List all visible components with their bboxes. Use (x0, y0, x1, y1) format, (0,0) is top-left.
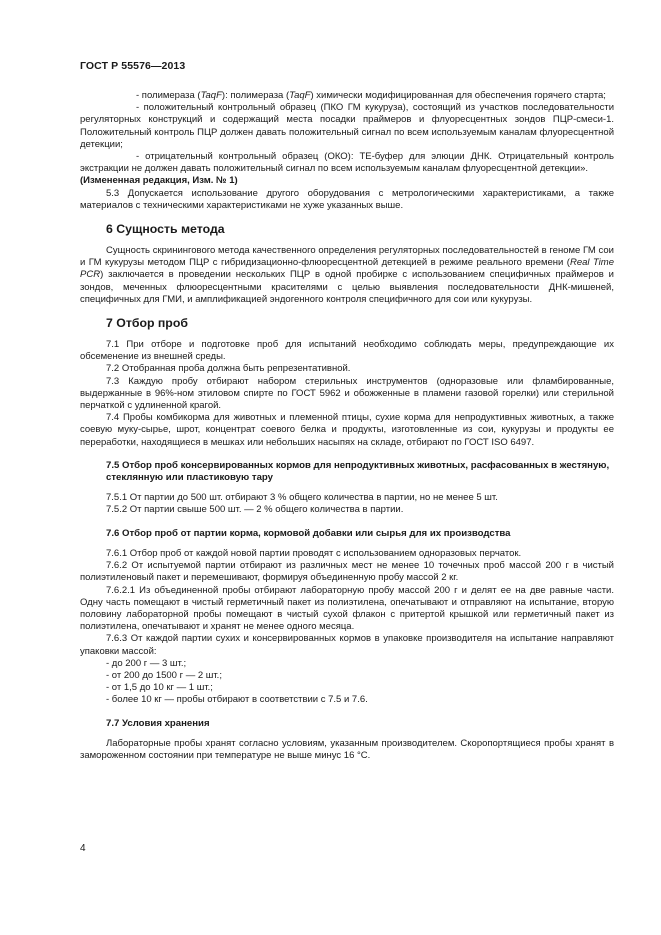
paragraph (80, 339, 614, 363)
text-run: 7.2 Отобранная проба должна быть репрезентативной. (106, 363, 351, 375)
list-item: - до 200 г — 3 шт.; (106, 657, 187, 669)
text-run: (Измененная редакция, Изм. № 1) (80, 175, 238, 187)
text-run: - полимераза ( (136, 90, 201, 101)
paragraph (80, 548, 614, 560)
list-item: - от 1,5 до 10 кг — 1 шт.; (106, 682, 213, 694)
paragraph (80, 492, 614, 504)
paragraph (80, 188, 614, 212)
text-run: 7.5.1 От партии до 500 шт. отбирают 3 % общего количества в партии, но не менее 5 шт. (106, 492, 498, 504)
text-run: 7.5.2 От партии свыше 500 шт. — 2 % общего количества в партии. (106, 504, 404, 516)
text-run: 7.4 Пробы комбикорма для животных и племенной птицы, сухие корма для непродуктивных животных, а также соевую муку-сырье, шрот, концентрат соевого белка и продукты, изготовленные из сои, кукурузы и продукты ее переработки, находящиеся в мешках или небольших насыпях на складе, отбирают по ГОСТ ISO 6497. (80, 412, 614, 448)
paragraph (80, 102, 614, 151)
list-item: - от 200 до 1500 г — 2 шт.; (106, 669, 222, 681)
paragraph (80, 90, 614, 102)
paragraph (80, 504, 614, 516)
text-run: 5.3 Допускается использование другого оборудования с метрологическими характеристиками, а также материалов с техническими характеристиками не хуже указанных выше. (80, 187, 614, 211)
paragraph (80, 560, 614, 584)
text-run: Сущность скринингового метода качественного определения регуляторных последовательностей в геноме ГМ сои и ГМ кукурузы методом ПЦР с гибридизационно-флюоресцентной детекцией в режиме реального времени ( (80, 245, 614, 269)
section-heading: 7 Отбор проб (106, 316, 188, 331)
page-number: 4 (80, 843, 86, 854)
italic-term: TaqF (200, 90, 222, 101)
subsection-heading: 7.6 Отбор проб от партии корма, кормовой добавки или сырья для их производства (106, 527, 511, 539)
text-run: 7.6.2 От испытуемой партии отбирают из различных мест не менее 10 точечных проб массой 200 г в чистый полиэтиленовый пакет и перемешивают, формируя объединенную пробу массой 2 кг. (80, 560, 614, 584)
section-heading: 6 Сущность метода (106, 222, 225, 237)
text-run: 7.1 При отборе и подготовке проб для испытаний необходимо соблюдать меры, предупреждающие их обсеменение из внешней среды. (80, 339, 614, 363)
document-body (80, 90, 614, 762)
text-run: Лабораторные пробы хранят согласно условиям, указанным производителем. Скоропортящиеся пробы хранят в замороженном состоянии при температуре не выше минус 16 °С. (80, 737, 614, 761)
text-run: - положительный контрольный образец (ПКО ГМ кукуруза), состоящий из участков последовательности регуляторных конструкций и содержащий места посадки праймеров и флуоресцентных зондов ПЦР-смеси-1. Положительный контроль ПЦР должен давать положительный сигнал по всем используемым каналам флуоресцентной детекции; (80, 102, 614, 150)
italic-term: Real Time PCR (80, 257, 614, 281)
paragraph (80, 245, 614, 306)
paragraph (80, 738, 614, 762)
list-item: - более 10 кг — пробы отбирают в соответствии с 7.5 и 7.6. (106, 694, 368, 706)
italic-term: TaqF (289, 90, 311, 101)
paragraph (80, 151, 614, 175)
paragraph (80, 175, 614, 187)
paragraph (80, 633, 614, 657)
text-run: ): полимераза ( (221, 90, 290, 101)
subsection-heading: 7.7 Условия хранения (106, 717, 210, 729)
paragraph (80, 412, 614, 449)
page-header-standard: ГОСТ Р 55576—2013 (80, 60, 186, 72)
subsection-heading: 7.5 Отбор проб консервированных кормов для непродуктивных животных, расфасованных в жестяную, стеклянную или пластиковую тару (106, 459, 610, 484)
paragraph (80, 585, 614, 634)
paragraph (80, 376, 614, 413)
text-run: ) заключается в проведении нескольких ПЦР в одной пробирке с использованием специфичных праймеров и зондов, меченных флюоресцентными красителями с целью выявления последовательности ДНК-мишеней, специфичных для ГМИ, и амплификацией эндогенного контроля специфичного для сои или кукурузы. (80, 269, 614, 305)
text-run: 7.3 Каждую пробу отбирают набором стерильных инструментов (одноразовые или фламбированные, выдержанные в 96%-ном этиловом спирте по ГОСТ 5962 и обожженные в пламени газовой горелки) или стерильной перчаткой с удлиненной крагой. (80, 375, 614, 412)
text-run: - отрицательный контрольный образец (ОКО): ТЕ-буфер для элюции ДНК. Отрицательный контроль экстракции не должен давать положительный сигнал по всем используемым каналам флуоресцентной детекции». (80, 151, 614, 175)
text-run: 7.6.2.1 Из объединенной пробы отбирают лабораторную пробу массой 200 г и делят ее на две равные части. Одну часть помещают в чистый герметичный пакет из полиэтилена, опечатывают и отправляют на испытание, вторую половину лабораторной пробы помещают в чистый сухой флакон с притертой крышкой или герметичный пакет из полиэтилена, опечатывают и хранят не менее одного месяца. (80, 584, 614, 633)
text-run: ) химически модифицированная для обеспечения горячего старта; (310, 90, 606, 101)
text-run: 7.6.1 Отбор проб от каждой новой партии проводят с использованием одноразовых перчаток. (106, 547, 522, 559)
paragraph (80, 363, 614, 375)
text-run: 7.6.3 От каждой партии сухих и консервированных кормов в упаковке производителя на испытание направляют упаковки массой: (80, 633, 614, 657)
